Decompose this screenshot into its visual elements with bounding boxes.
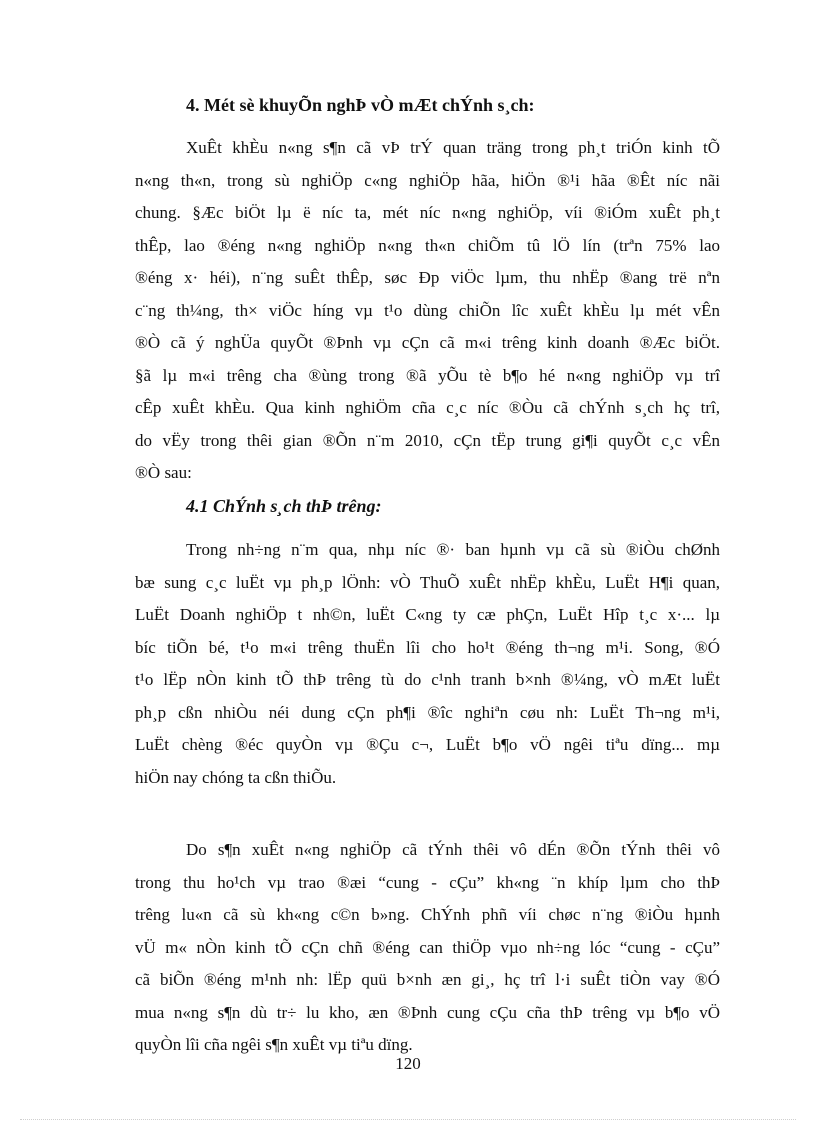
paragraph-market-balance: [135, 834, 720, 1062]
text-line: ph¸p cßn nhiÒu néi dung cÇn ph¶i ®îc nghiªn cøu nh: LuËt Th¬ng m¹i,: [135, 702, 720, 722]
text-line: cÊp xuÊt khÈu. Qua kinh nghiÖm cña c¸c níc ®Òu cã chÝnh s¸ch hç trî,: [135, 398, 720, 417]
text-line: trêng lu«n cã sù kh«ng c©n b»ng. ChÝnh phñ víi chøc n¨ng ®iÒu hµnh: [135, 905, 720, 924]
text-line: Do s¶n xuÊt n«ng nghiÖp cã tÝnh thêi vô dÉn ®Õn tÝnh thêi vô: [186, 840, 720, 859]
text-line: ®Ò sau:: [135, 463, 192, 482]
text-line: do vËy trong thêi gian ®Õn n¨m 2010, cÇn tËp trung gi¶i quyÕt c¸c vÊn: [135, 430, 720, 450]
section-heading: 4. Mét sè khuyÕn nghÞ vÒ mÆt chÝnh s¸ch:: [186, 95, 535, 115]
text-line: bíc tiÕn bé, t¹o m«i trêng thuËn lîi cho ho¹t ®éng th¬ng m¹i. Song, ®Ó: [135, 637, 720, 657]
text-line: Trong nh÷ng n¨m qua, nhµ níc ®· ban hµnh vµ cã sù ®iÒu chØnh: [186, 540, 720, 559]
text-line: bæ sung c¸c luËt vµ ph¸p lÖnh: vÒ ThuÕ xuÊt nhËp khÈu, LuËt H¶i quan,: [135, 572, 720, 592]
text-line: trong thu ho¹ch vµ trao ®æi “cung - cÇu” kh«ng ¨n khíp lµm cho thÞ: [135, 872, 720, 892]
text-line: LuËt Doanh nghiÖp t nh©n, luËt C«ng ty cæ phÇn, LuËt Hîp t¸c x·... lµ: [135, 605, 720, 624]
text-line: LuËt chèng ®éc quyÒn vµ ®Çu c¬, LuËt b¶o vÖ ngêi tiªu dïng... mµ: [135, 735, 720, 754]
paragraph-legal-framework: [135, 534, 720, 794]
text-line: hiÖn nay chóng ta cßn thiÕu.: [135, 767, 337, 787]
page-number: 120: [395, 1054, 421, 1073]
text-line: XuÊt khÈu n«ng s¶n cã vÞ trÝ quan träng trong ph¸t triÓn kinh tÕ: [186, 138, 720, 157]
text-line: quyÒn lîi cña ngêi s¶n xuÊt vµ tiªu dïng.: [135, 1035, 413, 1054]
text-line: §ã lµ m«i trêng cha ®ùng trong ®ã yÕu tè b¶o hé n«ng nghiÖp vµ trî: [135, 365, 720, 385]
text-line: thÊp, lao ®éng n«ng nghiÖp n«ng th«n chiÕm tû lÖ lín (trªn 75% lao: [135, 235, 720, 255]
text-line: n«ng th«n, trong sù nghiÖp c«ng nghiÖp hãa, hiÖn ®¹i hãa ®Êt níc nãi: [135, 170, 720, 190]
text-line: mua n«ng s¶n dù tr÷ lu kho, æn ®Þnh cung cÇu cña thÞ trêng vµ b¶o vÖ: [135, 1002, 720, 1022]
text-line: vÜ m« nÒn kinh tÕ cÇn chñ ®éng can thiÖp vµo nh÷ng lóc “cung - cÇu”: [135, 937, 720, 957]
page-bottom-divider: [20, 1119, 796, 1120]
text-line: ®Ò cã ý nghÜa quyÕt ®Þnh vµ cÇn cã m«i trêng kinh doanh ®Æc biÖt.: [135, 333, 720, 352]
text-line: c¨ng th¼ng, th× viÖc híng vµ t¹o dùng chiÕn lîc xuÊt khÈu lµ mét vÊn: [135, 300, 720, 320]
text-line: ®éng x· héi), n¨ng suÊt thÊp, søc Ðp viÖc lµm, thu nhËp ®ang trë nªn: [135, 268, 720, 287]
text-line: chung. §Æc biÖt lµ ë níc ta, mét níc n«ng nghiÖp, víi ®iÓm xuÊt ph¸t: [135, 203, 720, 222]
paragraph-export-overview: [135, 132, 720, 490]
subsection-heading: 4.1 ChÝnh s¸ch thÞ trêng:: [186, 496, 382, 516]
text-line: t¹o lËp nÒn kinh tÕ thÞ trêng tù do c¹nh tranh b×nh ®¼ng, vÒ mÆt luËt: [135, 670, 720, 689]
text-line: cã biÕn ®éng m¹nh nh: lËp quü b×nh æn gi¸, hç trî l·i suÊt tiÒn vay ®Ó: [135, 970, 720, 989]
